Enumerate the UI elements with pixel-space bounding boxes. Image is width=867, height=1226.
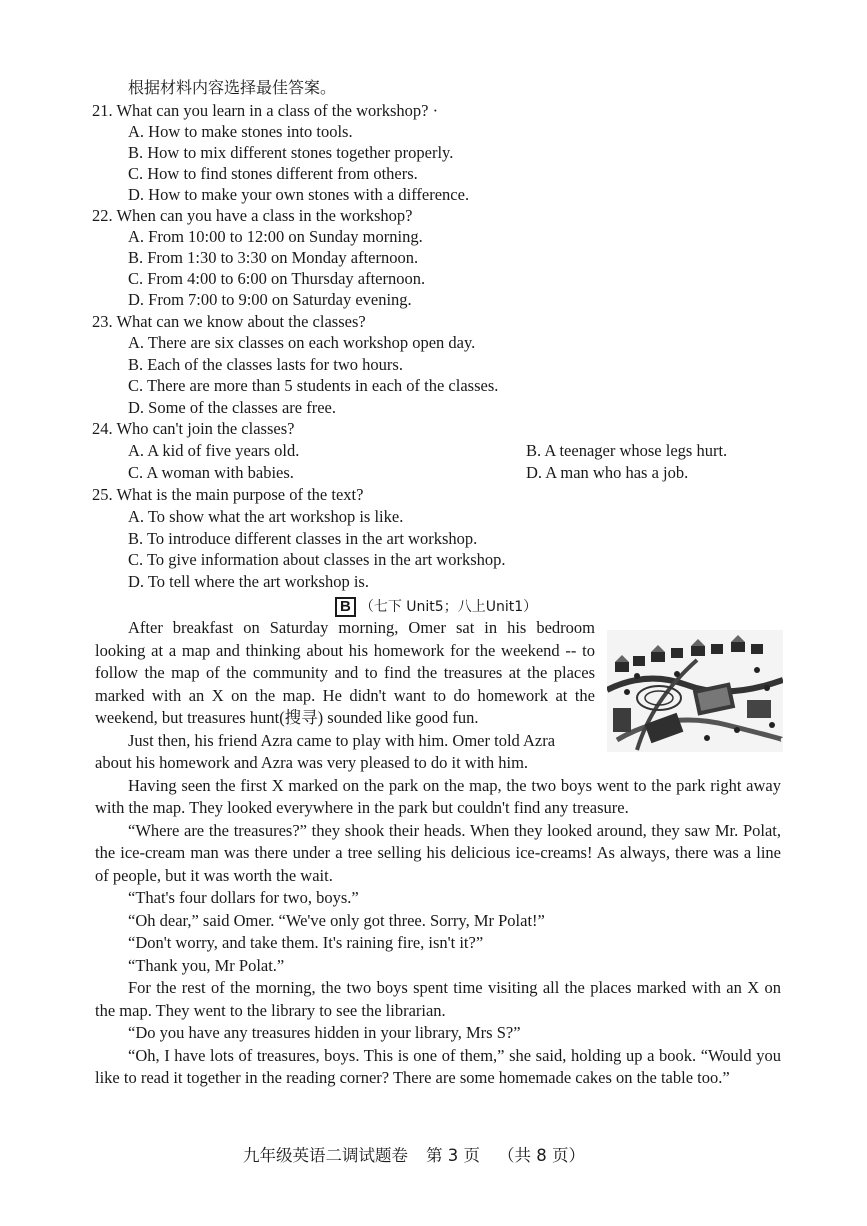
footer-page-number: 第 3 页 [426,1146,480,1165]
story-continued-line: about his homework and Azra was very pleased to do it with him. [95,753,529,772]
instruction-text: 根据材料内容选择最佳答案。 [128,78,337,97]
story-paragraph: “Do you have any treasures hidden in your library, Mrs S?” [128,1023,521,1042]
question-23-option-c: C. There are more than 5 students in each of the classes. [128,376,499,395]
story-paragraph: Having seen the first X marked on the park on the map, the two boys went to the park right away with the map. They looked everywhere in the park but couldn't find any treasure. [95,775,781,817]
question-21-option-a: A. How to make stones into tools. [128,122,353,141]
story-paragraph: “Thank you, Mr Polat.” [128,955,285,975]
community-map-illustration [607,630,783,752]
story-paragraph: “Don't worry, and take them. It's raining fire, isn't it?” [128,933,484,952]
page-footer [243,1142,603,1166]
footer-page-total: （共 8 页） [498,1146,585,1165]
question-25-option-a: A. To show what the art workshop is like. [128,507,404,526]
question-25-option-b: B. To introduce different classes in the art workshop. [128,529,478,548]
footer-exam-title: 九年级英语二调试题卷 [243,1146,408,1165]
question-22-option-a: A. From 10:00 to 12:00 on Sunday morning. [128,227,423,246]
story-paragraph: After breakfast on Saturday morning, Omer sat in his bedroom looking at a map and thinking about his homework for the weekend -- to follow the map of the community and to find the treasures at the places marked with an X on the map. He didn't want to do homework at the weekend, but treasures hunt(搜寻) sounded like good fun. [95,618,595,727]
story-wide-block [95,752,781,1090]
question-22-option-c: C. From 4:00 to 6:00 on Thursday afternoon. [128,269,426,288]
question-21-stem: 21. What can you learn in a class of the workshop? · [92,101,439,120]
question-24-option-b: B. A teenager whose legs hurt. [526,441,728,460]
question-23-option-a: A. There are six classes on each workshop open day. [128,333,476,352]
story-paragraph: “Where are the treasures?” they shook their heads. When they looked around, they saw Mr. Polat, the ice-cream man was there under a tree selling his delicious ice-creams! As always, there was a line of people, but it was worth the wait. [95,820,781,885]
section-b-heading [335,596,537,617]
story-narrow-block [95,617,595,752]
story-paragraph: “Oh, I have lots of treasures, boys. This is one of them,” she said, holding up a book. “Would you like to read it together in the reading corner? There are some homemade cakes on the table too.” [95,1045,781,1087]
question-21-option-d: D. How to make your own stones with a difference. [128,185,470,204]
question-25-option-d: D. To tell where the art workshop is. [128,572,369,591]
story-paragraph: Just then, his friend Azra came to play with him. Omer told Azra [128,730,556,750]
section-b-letter: B [335,597,356,617]
question-21-option-b: B. How to mix different stones together properly. [128,143,454,162]
question-24-option-a: A. A kid of five years old. [128,441,300,460]
question-25-stem: 25. What is the main purpose of the text? [92,485,364,504]
question-22-option-b: B. From 1:30 to 3:30 on Monday afternoon. [128,248,419,267]
question-22-stem: 22. When can you have a class in the workshop? [92,206,413,225]
story-paragraph: “Oh dear,” said Omer. “We've only got three. Sorry, Mr Polat!” [128,910,545,930]
question-24-option-d: D. A man who has a job. [526,463,689,482]
question-24-stem: 24. Who can't join the classes? [92,419,295,438]
question-23-option-b: B. Each of the classes lasts for two hours. [128,355,403,374]
question-24-option-c: C. A woman with babies. [128,463,294,482]
story-paragraph: “That's four dollars for two, boys.” [128,888,359,907]
question-21-option-c: C. How to find stones different from others. [128,164,418,183]
question-25-option-c: C. To give information about classes in the art workshop. [128,550,506,569]
question-22-option-d: D. From 7:00 to 9:00 on Saturday evening. [128,290,412,309]
question-23-stem: 23. What can we know about the classes? [92,312,366,331]
question-23-option-d: D. Some of the classes are free. [128,398,336,417]
section-b-unit-note: （七下 Unit5；八上Unit1） [359,599,538,615]
story-paragraph: For the rest of the morning, the two boys spent time visiting all the places marked with an X on the map. They went to the library to see the librarian. [95,978,781,1020]
